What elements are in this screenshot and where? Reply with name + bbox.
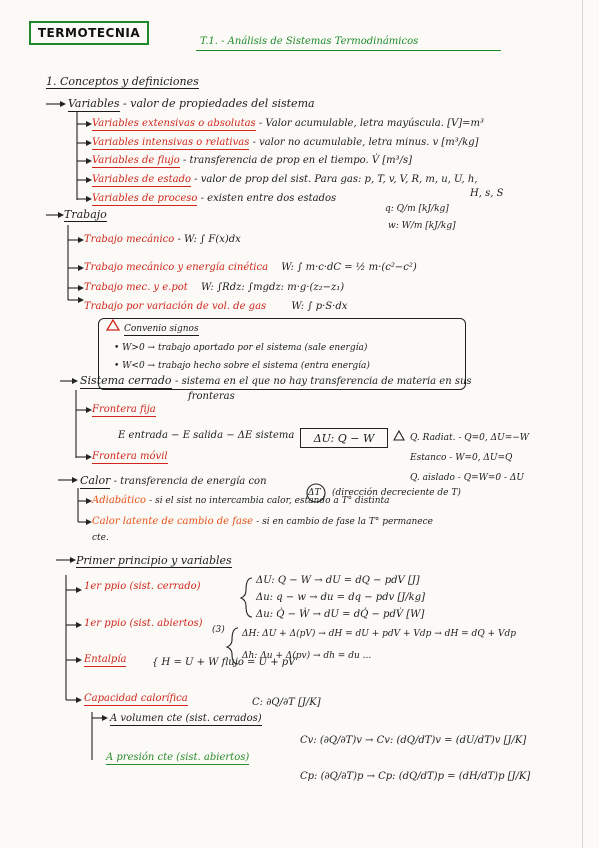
page-subtitle: T.1. - Análisis de Sistemas Termodinámicos — [200, 36, 419, 47]
variable-flow: Variables de flujo - transferencia de prop en el tiempo. V̇ [m³/s] — [92, 155, 413, 166]
ppio-abierto: 1er ppio (sist. abiertos) — [84, 618, 203, 629]
abierto-mark: (3) — [212, 625, 225, 635]
process-w: w: W/m [kJ/kg] — [388, 221, 456, 231]
abierto-eq-2: Δh: Δu + Δ(pv) → dh = du ... — [242, 651, 372, 661]
variable-state: Variables de estado - valor de prop del sist. Para gas: p, T, v, V, R, m, u, U, h, — [92, 174, 478, 185]
cv-eq: Cv: (∂Q/∂T)v → Cv: (dQ/dT)v = (dU/dT)v [J/K] — [300, 735, 527, 746]
delta-t-label: ΔT — [308, 488, 321, 498]
calor-latente: Calor latente de cambio de fase - si en cambio de fase la T° permanece — [92, 516, 433, 527]
energy-equation: E entrada − E salida − ΔE sistema — [118, 430, 295, 441]
case-aislado: Q. aislado - Q=W=0 - ΔU — [410, 473, 524, 483]
presion-cte: A presión cte (sist. abiertos) — [106, 752, 250, 763]
convention-line-2: • W<0 → trabajo hecho sobre el sistema (entra energía) — [114, 361, 370, 371]
page-title: TERMOTECNIA — [37, 26, 141, 40]
energy-balance-box: ΔU: Q − W — [300, 428, 388, 448]
variable-state-cont: H, s, S — [470, 188, 504, 199]
entalpia-eq: { H = U + W flujo = U + pV — [152, 657, 296, 668]
cp-eq: Cp: (∂Q/∂T)p → Cp: (dQ/dT)p = (dH/dT)p [J/K] — [300, 771, 531, 782]
convention-line-1: • W>0 → trabajo aportado por el sistema (sale energía) — [114, 343, 368, 353]
primer-principio-heading: Primer principio y variables — [76, 554, 232, 567]
case-radiat: Q. Radiat. - Q=0, ΔU=−W — [410, 433, 530, 443]
variable-intensive: Variables intensivas o relativas - valor no acumulable, letra minus. v [m³/kg] — [92, 137, 479, 148]
trabajo-mecanico: Trabajo mecánico - W: ∫ F(x)dx — [84, 234, 241, 245]
frontera-fija: Frontera fija — [92, 404, 156, 415]
volumen-cte: A volumen cte (sist. cerrados) — [110, 713, 262, 724]
calor-heading: Calor - transferencia de energía con — [80, 474, 267, 487]
cerrado-eq-2: Δu: q − w → du = dq − pdv [J/kg] — [256, 592, 426, 603]
cerrado-eq-3: Δu: Q̇ − Ẇ → dU = dQ̇ − pdV̇ [W] — [256, 609, 425, 620]
capacidad-calorifica: Capacidad calorífica — [84, 693, 188, 704]
process-q: q: Q/m [kJ/kg] — [385, 204, 449, 214]
case-estanco: Estanco - W=0, ΔU=Q — [410, 453, 513, 463]
variable-extensive: Variables extensivas o absolutas - Valor acumulable, letra mayúscula. [V]=m³ — [92, 118, 485, 129]
trabajo-cinetica: Trabajo mecánico y energía cinética W: ∫ m·c·dC = ½ m·(c²−c²) — [84, 262, 417, 273]
sistema-cerrado-desc2: fronteras — [188, 391, 235, 402]
adiabatico: Adiabático - si el sist no intercambia calor, estando a T° distinta — [92, 495, 390, 506]
abierto-eq-1: ΔH: ΔU + Δ(pV) → dH = dU + pdV + Vdp → dH = dQ + Vdp — [242, 629, 516, 639]
trabajo-potencial: Trabajo mec. y e.pot W: ∫Rdz: ∫mgdz: m·g·(z₂−z₁) — [84, 282, 345, 293]
capacidad-eq: C: ∂Q/∂T [J/K] — [252, 697, 321, 708]
warning-icon-2 — [394, 431, 404, 440]
cerrado-eq-1: ΔU: Q − W → dU = dQ − pdV [J] — [256, 575, 420, 586]
variables-heading: Variables - valor de propiedades del sistema — [68, 97, 315, 110]
trabajo-heading: Trabajo — [64, 208, 107, 221]
ppio-cerrado: 1er ppio (sist. cerrado) — [84, 581, 201, 592]
entalpia: Entalpía — [84, 654, 127, 665]
trabajo-volumen: Trabajo por variación de vol. de gas W: ∫ p·S·dx — [84, 301, 348, 312]
frontera-movil: Frontera móvil — [92, 451, 168, 462]
sistema-cerrado-heading: Sistema cerrado - sistema en el que no hay transferencia de materia en sus — [80, 374, 472, 387]
section-heading: 1. Conceptos y definiciones — [46, 75, 199, 88]
calor-direction: (dirección decreciente de T) — [332, 488, 461, 498]
calor-latente-cont: cte. — [92, 533, 109, 543]
convention-title: Convenio signos — [124, 324, 199, 334]
variable-process: Variables de proceso - existen entre dos estados — [92, 193, 337, 204]
